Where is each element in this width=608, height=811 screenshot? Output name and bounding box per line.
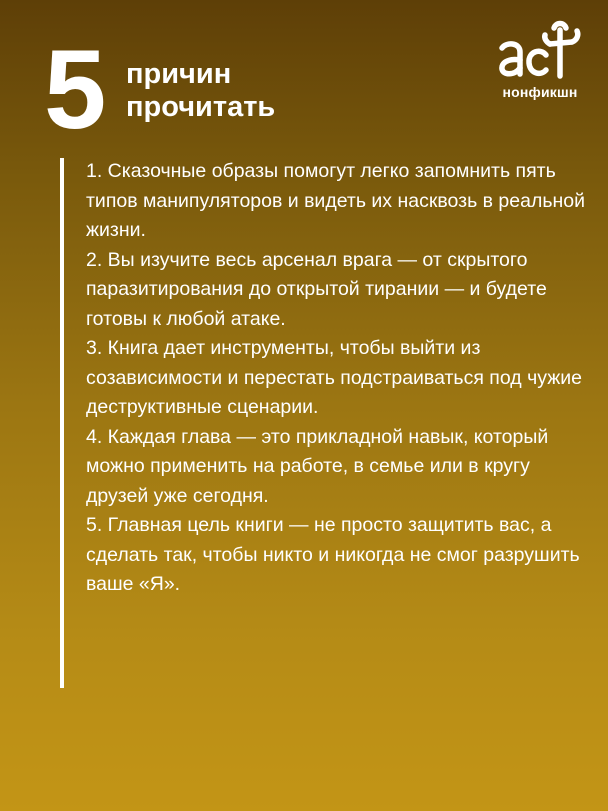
vertical-divider: [60, 158, 64, 688]
title-line-2: прочитать: [126, 91, 276, 123]
ast-logo-icon: [494, 20, 586, 84]
list-item: 3. Книга дает инструменты, чтобы выйти из созависимости и перестать подстраиваться под чужие деструктивные сценарии.: [86, 337, 582, 418]
title-line-1: причин: [126, 58, 232, 90]
logo-caption: нонфикшн: [502, 84, 578, 100]
list-item: 5. Главная цель книги — не просто защитить вас, а сделать так, чтобы никто и никогда не смог разрушить ваше «Я».: [86, 514, 580, 595]
list-item: 1. Сказочные образы помогут легко запомнить пять типов манипуляторов и видеть их насквозь в реальной жизни.: [86, 160, 586, 241]
list-item: 2. Вы изучите весь арсенал врага — от скрытого паразитирования до открытой тирании — и будете готовы к любой атаке.: [86, 248, 547, 330]
reasons-list: [86, 157, 586, 600]
big-number: 5: [44, 27, 105, 152]
publisher-logo: [494, 20, 586, 112]
list-item: 4. Каждая глава — это прикладной навык, который можно применить на работе, в семье или в кругу друзей уже сегодня.: [86, 425, 549, 507]
page-title: [126, 58, 275, 124]
